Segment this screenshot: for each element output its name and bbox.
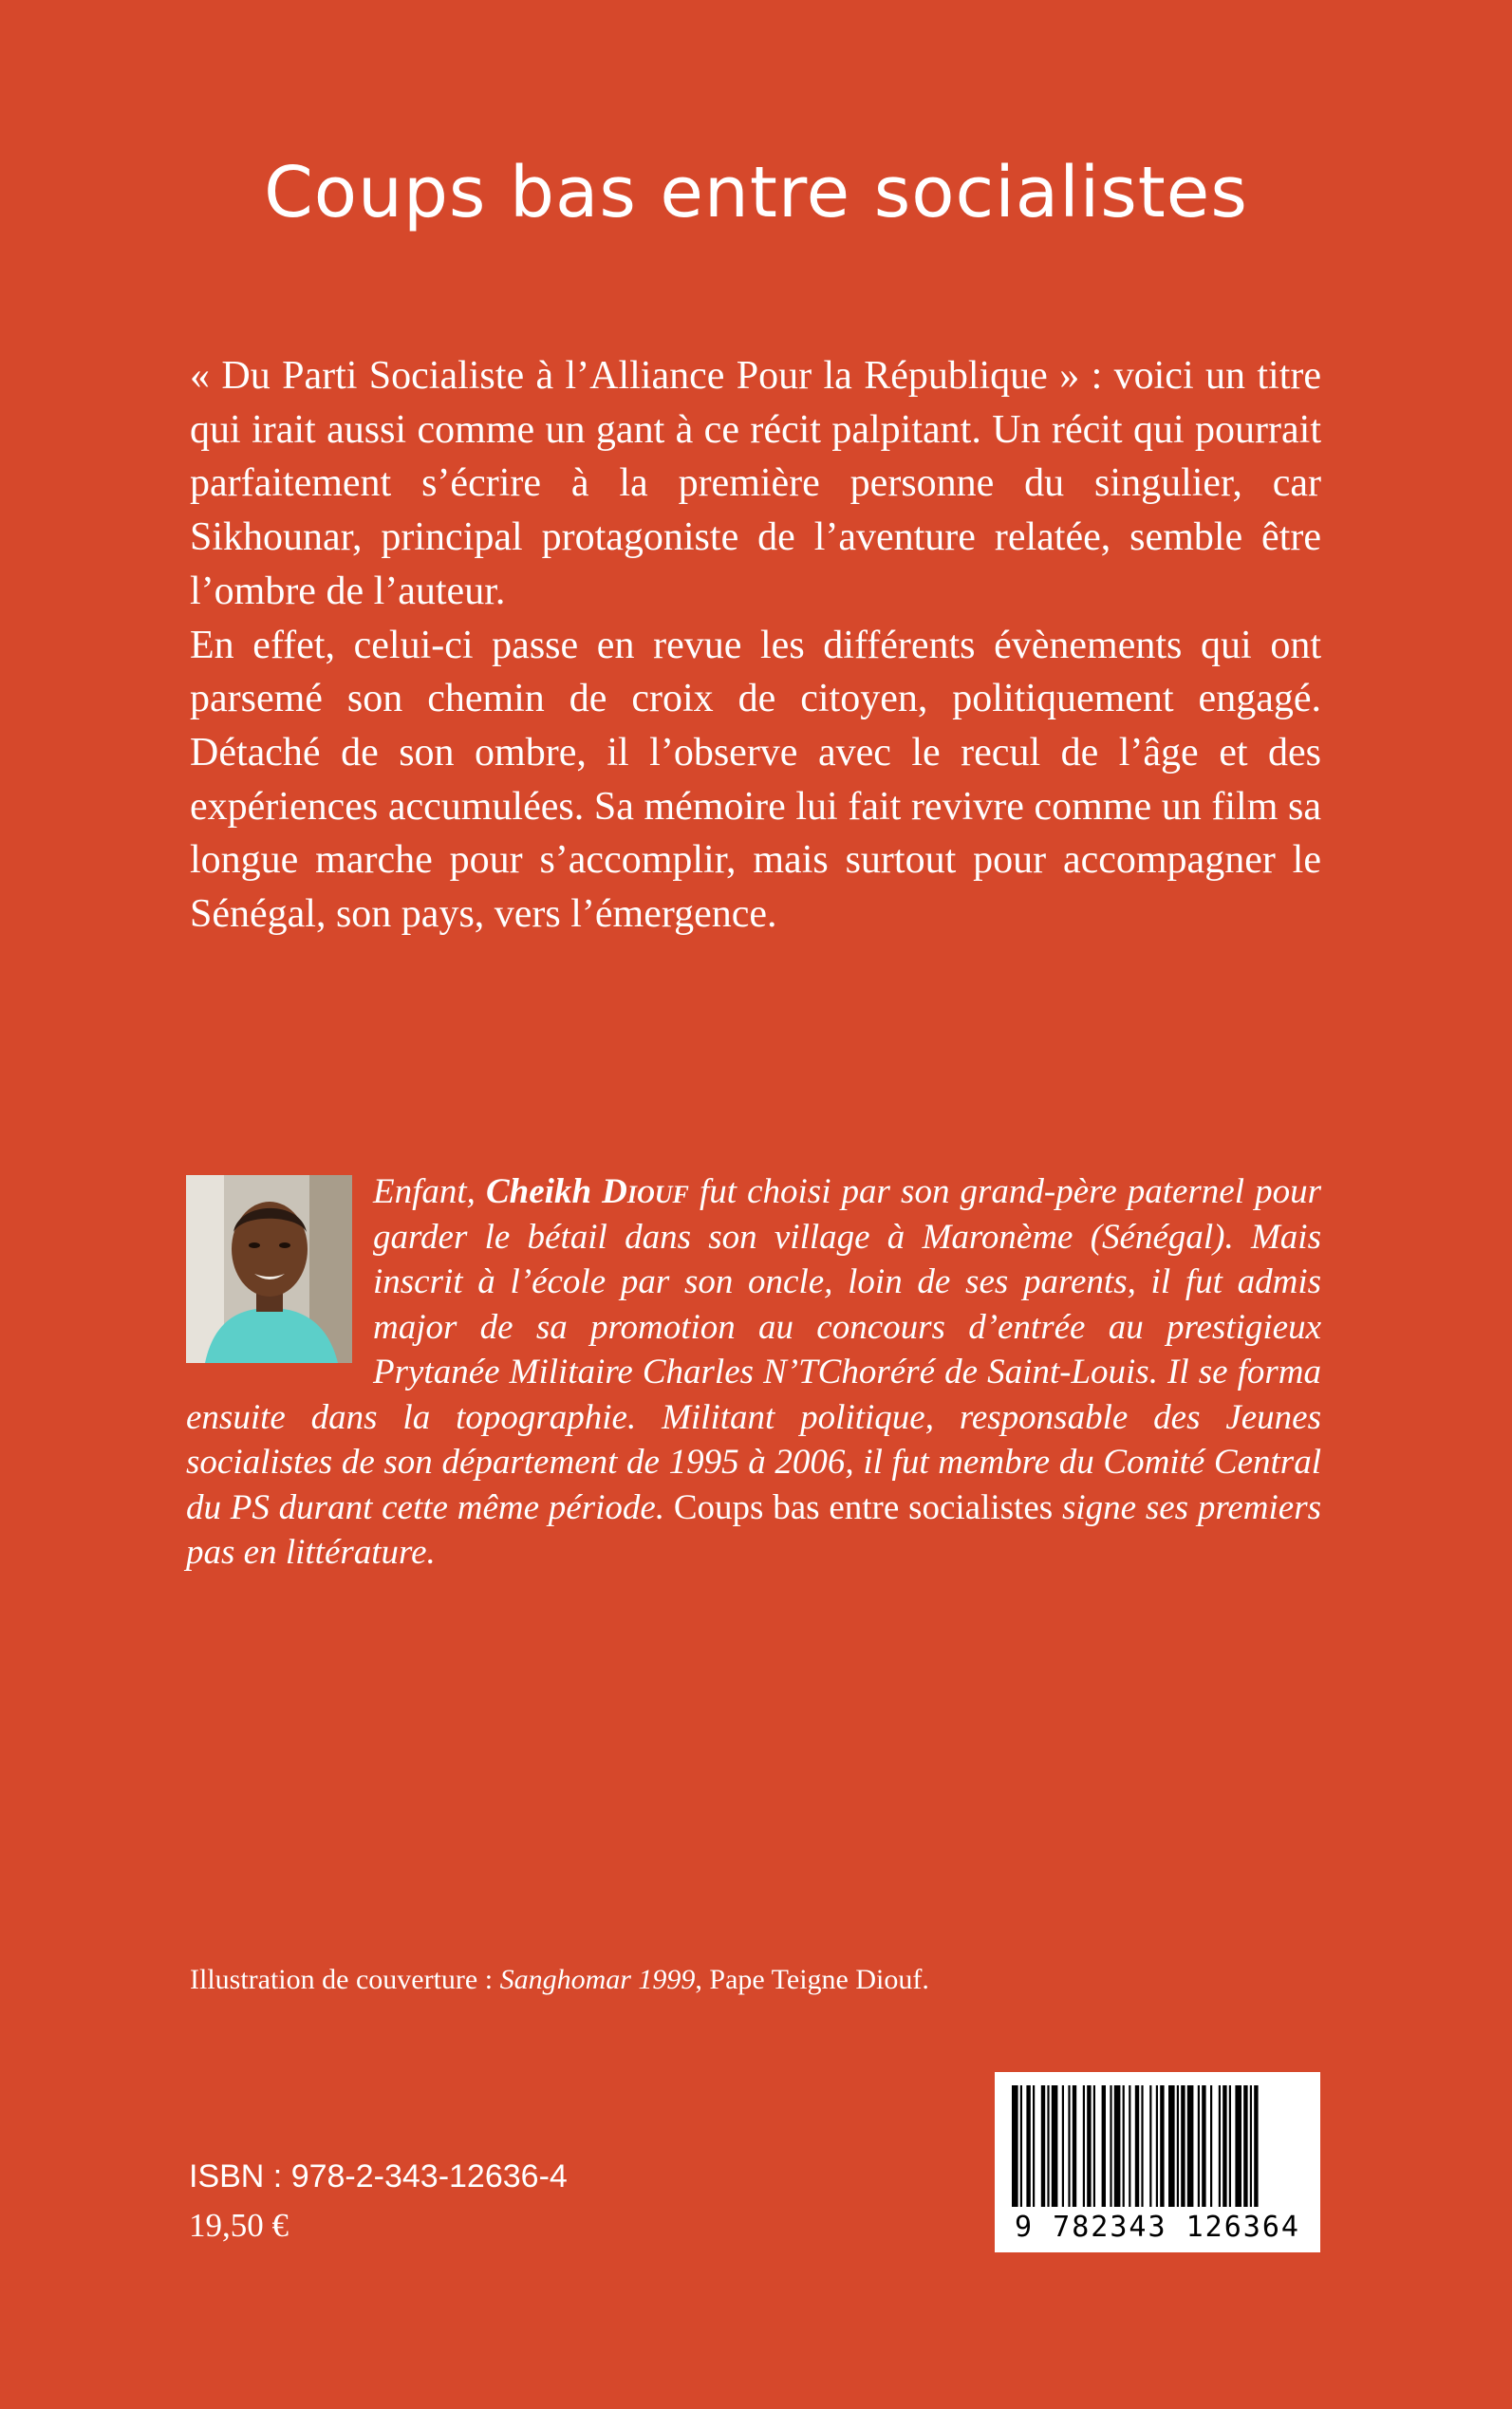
author-first-name: Cheikh (486, 1172, 603, 1211)
bio-intro: Enfant, (373, 1172, 486, 1211)
barcode-bar (1210, 2085, 1212, 2207)
barcode-bar (1223, 2085, 1226, 2207)
barcode-bar (1160, 2085, 1164, 2207)
barcode-bar (1177, 2085, 1179, 2207)
barcode-bar (1041, 2085, 1045, 2207)
author-last-name: Diouf (602, 1172, 689, 1211)
barcode-bar (1181, 2085, 1185, 2207)
credit-work: Sanghomar 1999 (499, 1964, 696, 1995)
isbn-barcode (995, 2072, 1320, 2252)
barcode-bar (1250, 2085, 1252, 2207)
barcode-bar (1129, 2085, 1130, 2207)
barcode-bar (1020, 2085, 1022, 2207)
author-photo (186, 1175, 352, 1363)
barcode-bar (1156, 2085, 1158, 2207)
barcode-bar (1110, 2085, 1111, 2207)
barcode-bar (1047, 2085, 1049, 2207)
barcode-bar (1093, 2085, 1095, 2207)
synopsis-paragraph-2: En effet, celui-ci passe en revue les différents évènements qui ont parsemé son chemin de croix de citoyen, politiquement engagé. Détaché de son ombre, il l’observe avec le recul de l’âge et des expériences accumulées. Sa mémoire lui fait revivre comme un film sa longue marche pour s’accomplir, mais surtout pour accompagner le Sénégal, son pays, vers l’émergence. (190, 623, 1321, 937)
author-bio (186, 1169, 1321, 1576)
barcode-bar (1219, 2085, 1221, 2207)
price: 19,50 € (189, 2207, 289, 2244)
credit-label: Illustration de couverture : (190, 1964, 500, 1995)
barcode-bar (1141, 2085, 1143, 2207)
bio-book-title: Coups bas entre socialistes (673, 1487, 1054, 1527)
barcode-bar (1026, 2085, 1030, 2207)
barcode-digits: 9 782343 126364 (1015, 2211, 1300, 2244)
barcode-bar (1135, 2085, 1139, 2207)
barcode-bar (1187, 2085, 1194, 2207)
barcode-bar (1254, 2085, 1258, 2207)
credit-artist: , Pape Teigne Diouf. (695, 1964, 929, 1995)
barcode-bar (1087, 2085, 1091, 2207)
barcode-bar (1243, 2085, 1247, 2207)
bio-text: fut choisi par son grand-père paternel pour garder le bétail dans son village à Maronème (Sénégal). Mais inscrit à l’école par son oncle, loin de ses parents, il fut admis major de sa promotion au concours d’entrée au prestigieux Prytanée Militaire Charles N’TChoréré de Saint-Louis. Il se forma ensuite dans la topographie. Militant politique, responsable des Jeunes socialistes de son département de 1995 à 2006, il fut membre du Comité Central du PS durant cette même période. (186, 1172, 1321, 1527)
synopsis (190, 349, 1321, 942)
barcode-bar (1202, 2085, 1205, 2207)
barcode-bar (1083, 2085, 1085, 2207)
author-bio-section (186, 1169, 1321, 1576)
isbn-number: ISBN : 978-2-343-12636-4 (189, 2158, 568, 2194)
barcode-bar (1229, 2085, 1231, 2207)
author-portrait-icon (186, 1175, 352, 1363)
bio-ending: signe ses premiers pas en littérature. (186, 1487, 1321, 1572)
barcode-bar (1123, 2085, 1125, 2207)
barcode-bar (1102, 2085, 1106, 2207)
cover-illustration-credit (190, 1964, 929, 1996)
barcode-bar (1114, 2085, 1121, 2207)
barcode-bar (1235, 2085, 1241, 2207)
barcode-bar (1062, 2085, 1064, 2207)
barcode-bar (1149, 2085, 1151, 2207)
barcode-bar (1052, 2085, 1058, 2207)
barcode-bar (1012, 2085, 1018, 2207)
barcode-bar (1033, 2085, 1035, 2207)
synopsis-paragraph-1: « Du Parti Socialiste à l’Alliance Pour la République » : voici un titre qui irait aussi comme un gant à ce récit palpitant. Un récit qui pourrait parfaitement s’écrire à la première personne du singulier, car Sikhounar, principal protagoniste de l’aventure relatée, semble être l’ombre de l’auteur. (190, 354, 1321, 613)
barcode-bar (1198, 2085, 1200, 2207)
book-title: Coups bas entre socialistes (264, 152, 1248, 233)
barcode-bar (1168, 2085, 1175, 2207)
barcode-bar (1073, 2085, 1076, 2207)
barcode-bar (1068, 2085, 1070, 2207)
